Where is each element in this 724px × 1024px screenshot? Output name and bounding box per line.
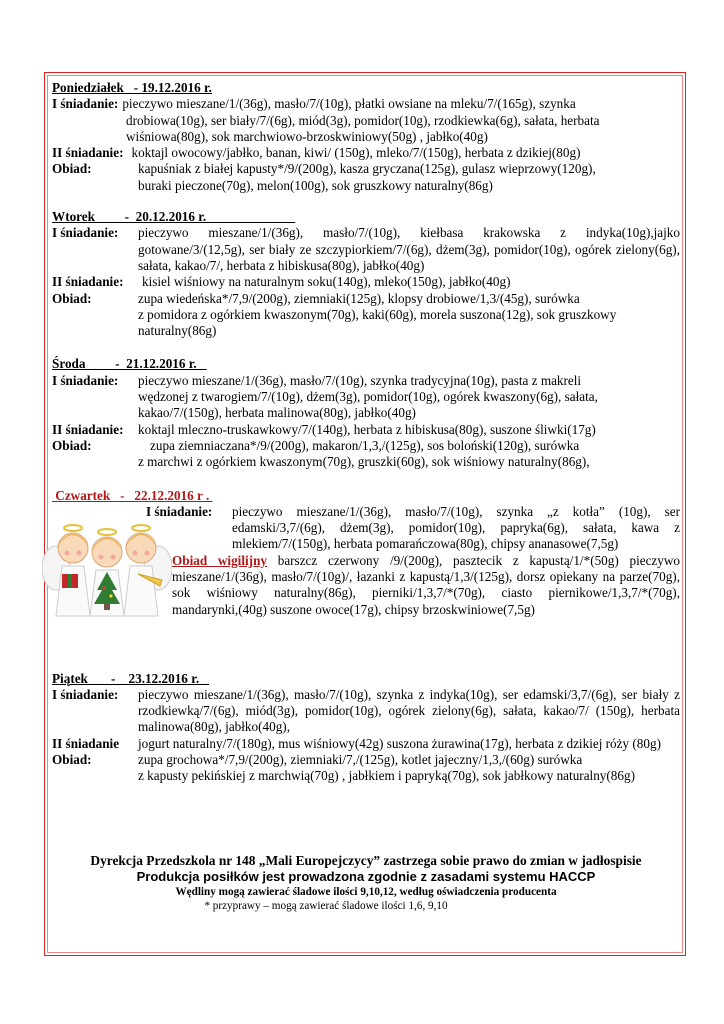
footer-spices-note: * przyprawy – mogą zawierać śladowe ilości 1,6, 9,10 xyxy=(204,900,448,912)
meal-text-cont: z marchwi z ogórkiem kwaszonym(70g), gruszki(60g), sok wiśniowy naturalny(86g), xyxy=(138,454,590,470)
meal-label: Obiad: xyxy=(52,437,92,453)
day-header: Czwartek - 22.12.2016 r . xyxy=(52,487,213,503)
meal-label: Obiad wigilijny xyxy=(172,552,267,568)
meal-text: koktajl owocowy/jabłko, banan, kiwi/ (150g), mleko/7/(150g), herbata z dzikiej(80g) xyxy=(131,145,581,161)
meal-text: pieczywo mieszane/1/(36g), masło/7/(10g), kiełbasa krakowska z indyka(10g),jajko gotowane/3/(12,5g), ser biały ze szczypiorkiem/7/(6g), dżem(3g), pomidor(10g), ogórek zielony(6g), sałata, kakao/7/, herbata z hibiskusa(80g), jabłko(40g) xyxy=(138,225,680,273)
meal-second-breakfast xyxy=(52,145,680,161)
meal-lunch xyxy=(52,291,680,307)
meal-label: Obiad: xyxy=(52,290,92,306)
meal-text: pieczywo mieszane/1/(36g), masło/7/(10g), szynka tradycyjna(10g), pasta z makreli xyxy=(138,372,582,388)
meal-text-cont: buraki pieczone(70g), melon(100g), sok gruszkowy naturalny(86g) xyxy=(138,177,493,193)
footer-disclaimer: Dyrekcja Przedszkola nr 148 „Mali Europejczycy” zastrzega sobie prawo do zmian w jadłospisie xyxy=(90,853,642,868)
meal-lunch xyxy=(52,161,680,177)
meal-text: koktajl mleczno-truskawkowy/7/(140g), herbata z hibiskusa(80g), suszone śliwki(17g) xyxy=(138,421,596,437)
meal-text: kapuśniak z białej kapusty*/9/(200g), kasza gryczana(125g), gulasz wieprzowy(120g), xyxy=(138,161,596,177)
meal-second-breakfast xyxy=(52,274,680,290)
menu-content xyxy=(52,80,680,785)
meal-breakfast xyxy=(52,373,680,389)
meal-label: II śniadanie: xyxy=(52,421,124,437)
footer-haccp: Produkcja posiłków jest prowadzona zgodnie z zasadami systemu HACCP xyxy=(136,869,596,884)
meal-label: I śniadanie: xyxy=(52,225,119,241)
meal-breakfast xyxy=(52,225,680,274)
day-friday xyxy=(52,671,680,785)
meal-label: I śniadanie: xyxy=(52,686,119,702)
meal-text: barszcz czerwony /9/(200g), pasztecik z kapustą/1/*(50g) pieczywo mieszane/1/(36g), masło/7/(10g)/, łazanki z kapustą/1,3/(125g), dorsz opiekany na parze(70g), sok wiśniowy naturalny(86g), pierniki/1,3,7/*(70g), ciasto piernikowe/1,3,7/*(70g), mandarynki,(40g) suszone owoce(17g), chipsy brzoskwiniowe(7,5g) xyxy=(172,552,680,617)
footer-notes xyxy=(52,852,680,913)
day-header: Środa - 21.12.2016 r. xyxy=(52,356,207,372)
day-thursday xyxy=(52,488,680,656)
meal-label: I śniadanie: xyxy=(52,372,119,388)
meal-second-breakfast xyxy=(52,736,680,752)
meal-label: Obiad: xyxy=(52,161,92,177)
meal-text: pieczywo mieszane/1/(36g), masło/7/(10g), płatki owsiane na mleku/7/(165g), szynka xyxy=(122,96,576,112)
meal-breakfast xyxy=(52,687,680,736)
day-monday xyxy=(52,80,680,194)
meal-text: pieczywo mieszane/1/(36g), masło/7/(10g), szynka „z kotła” (10g), ser edamski/3,7/(6g), dżem(3g), pomidor(10g), papryka(6g), sałata, kawa z mlekiem/7/(150g), herbata pomarańczowa(80g), chipsy ananasowe(7,5g) xyxy=(232,503,680,552)
meal-text: zupa grochowa*/7,9/(200g), ziemniaki/7,/(125g), kotlet jajeczny/1,3,/(60g) surówka xyxy=(138,752,583,768)
day-tuesday xyxy=(52,209,680,339)
meal-lunch xyxy=(52,438,680,454)
meal-breakfast xyxy=(52,96,680,112)
meal-text-cont: wędzonej z twarogiem/7/(10g), dżem(3g), pomidor(10g), ogórek kwaszony(6g), sałata, kakao/7/(150g), herbata malinowa(80g), jabłko(40g) xyxy=(138,389,598,421)
meal-label: I śniadanie: xyxy=(52,96,119,112)
meal-label: Obiad: xyxy=(52,752,92,768)
meal-second-breakfast xyxy=(52,422,680,438)
meal-label: I śniadanie: xyxy=(146,503,213,519)
meal-text: kisiel wiśniowy na naturalnym soku(140g), mleko(150g), jabłko(40g) xyxy=(142,274,511,290)
meal-text-cont: z kapusty pekińskiej z marchwią(70g) , jabłkiem i papryką(70g), sok jabłkowy naturalny(86g) xyxy=(138,768,635,784)
meal-text: zupa wiedeńska*/7,9/(200g), ziemniaki(125g), klopsy drobiowe/1,3/(45g), surówka xyxy=(138,290,580,306)
meal-label: II śniadanie: xyxy=(52,274,124,290)
meal-text: zupa ziemniaczana*/9/(200g), makaron/1,3,/(125g), sos boloński(120g), surówka xyxy=(150,437,580,453)
meal-text-cont: z pomidora z ogórkiem kwaszonym(70g), kaki(60g), morela suszona(12g), sok gruszkowy naturalny(86g) xyxy=(138,306,617,339)
meal-lunch xyxy=(52,752,680,768)
day-header: Wtorek - 20.12.2016 r. xyxy=(52,209,296,225)
meal-text: jogurt naturalny/7/(180g), mus wiśniowy(42g) suszona żurawina(17g), herbata z dzikiej róży (80g) xyxy=(138,735,661,751)
day-wednesday xyxy=(52,356,680,470)
meal-text: pieczywo mieszane/1/(36g), masło/7/(10g), szynka z indyka(10g), ser edamski/3,7/(6g), ser biały z rzodkiewką/7/(6g), miód(3g), pomidor(10g), ogórek zielony(6g), sałata, kakao/7/ (150g), herbata malinowa(80g), jabłko(40g), xyxy=(138,686,680,735)
footer-allergen-note: Wędliny mogą zawierać śladowe ilości 9,10,12, według oświadczenia producenta xyxy=(175,886,557,898)
meal-label: II śniadanie xyxy=(52,735,120,751)
day-header: Poniedziałek - 19.12.2016 r. xyxy=(52,80,212,95)
angels-illustration xyxy=(42,508,172,618)
day-header: Piątek - 23.12.2016 r. xyxy=(52,670,210,686)
meal-label: II śniadanie: xyxy=(52,145,124,161)
meal-text-cont: drobiowa(10g), ser biały/7/(6g), miód(3g), pomidor(10g), rzodkiewka(6g), sałata, herbata xyxy=(126,112,600,128)
meal-text-cont: wiśniowa(80g), sok marchwiowo-brzoskwiniowy(50g) , jabłko(40g) xyxy=(126,128,488,144)
